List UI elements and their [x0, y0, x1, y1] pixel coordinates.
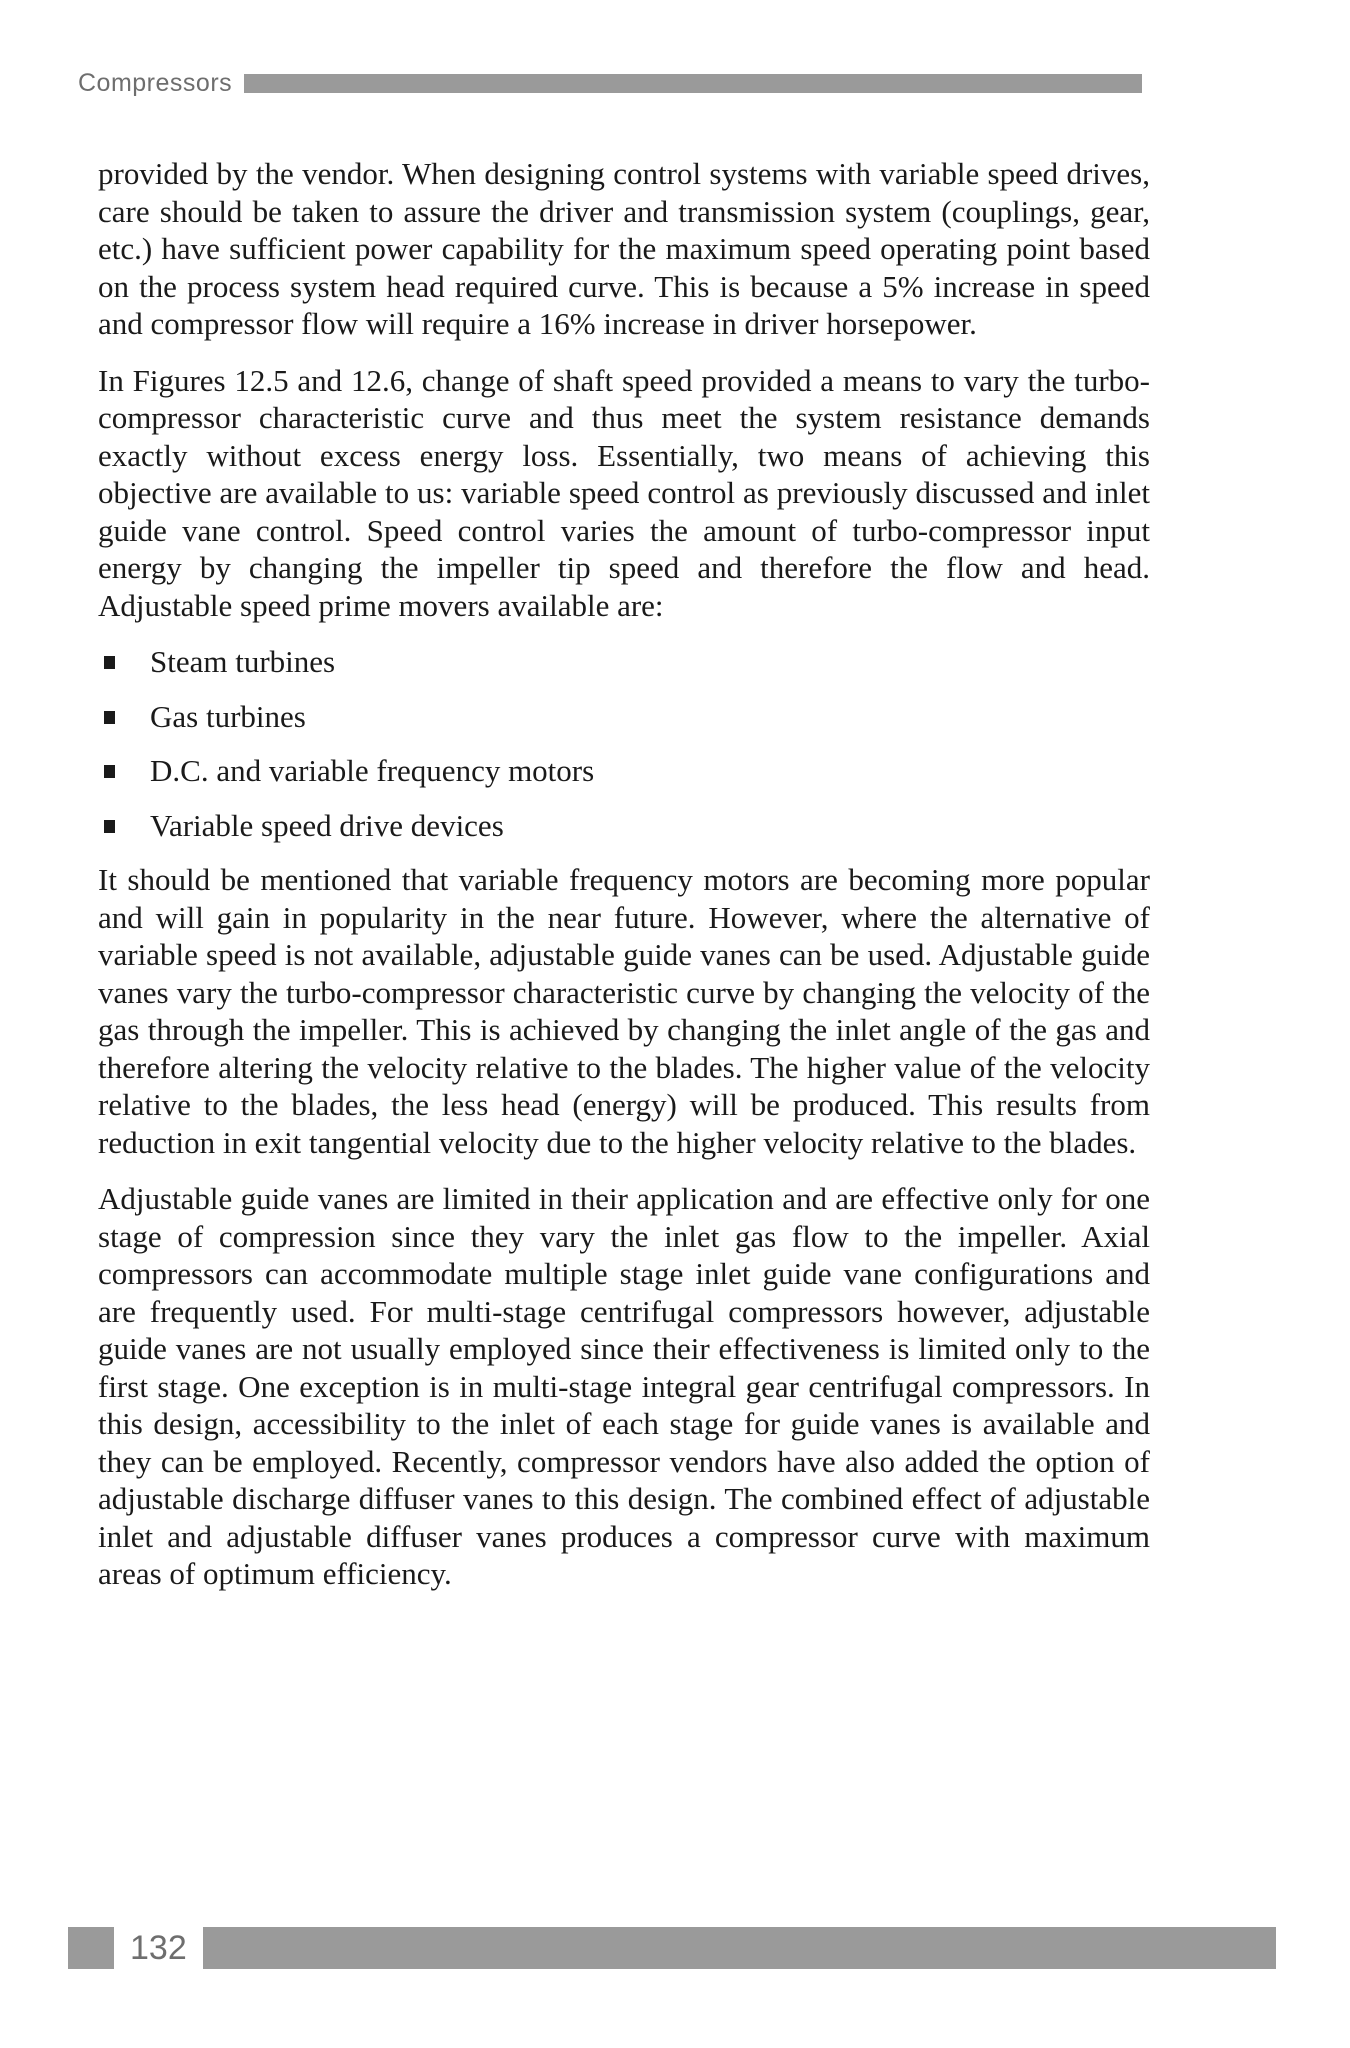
paragraph: It should be mentioned that variable frequency motors are becoming more popular and will gain in popularity in the near future. However, where the alternative of variable speed is not available, adjustable guide vanes can be used. Adjustable guide vanes vary the turbo-compressor characteristic curve by changing the velocity of the gas through the impeller. This is achieved by changing the inlet angle of the gas and therefore altering the velocity relative to the blades. The higher value of the velocity relative to the blades, the less head (energy) will be produced. This results from reduction in exit tangential velocity due to the higher velocity relative to the blades. — [98, 862, 1150, 1160]
page-number: 132 — [130, 1928, 187, 1967]
square-bullet-icon — [104, 765, 115, 778]
header-title: Compressors — [78, 68, 233, 97]
square-bullet-icon — [104, 711, 115, 724]
list-item — [98, 752, 1150, 790]
list-item-text: Variable speed drive devices — [150, 807, 504, 843]
running-footer — [68, 1926, 1276, 1970]
list-item — [98, 698, 1150, 736]
list-item — [98, 643, 1150, 681]
paragraph: provided by the vendor. When designing control systems with variable speed drives, care should be taken to assure the driver and transmission system (couplings, gear, etc.) have sufficient power capability for the maximum speed operating point based on the process system head required curve. This is because a 5% increase in speed and compressor flow will require a 16% increase in driver horsepower. — [98, 156, 1150, 341]
running-header — [78, 68, 1142, 98]
list-item-text: Steam turbines — [150, 644, 336, 679]
prime-movers-list — [98, 643, 1150, 844]
square-bullet-icon — [104, 820, 115, 833]
paragraph: Adjustable guide vanes are limited in their application and are effective only for one stage of compression since they vary the inlet gas flow to the impeller. Axial compressors can accommodate multiple stage inlet guide vane configurations and are frequently used. For multi-stage centrifugal compressors however, adjustable guide vanes are not usually employed since their effectiveness is limited only to the first stage. One exception is in multi-stage integral gear centrifugal compressors. In this design, accessibility to the inlet of each stage for guide vanes is available and they can be employed. Recently, compressor vendors have also added the option of adjustable discharge diffuser vanes to this design. The combined effect of adjustable inlet and adjustable diffuser vanes produces a compressor curve with maximum areas of optimum efficiency. — [98, 1181, 1150, 1591]
list-item-text: Gas turbines — [150, 698, 306, 734]
list-item — [98, 807, 1150, 845]
paragraph: In Figures 12.5 and 12.6, change of shaft speed provided a means to vary the turbo-compressor characteristic curve and thus meet the system resistance demands exactly without excess energy loss. Essentially, two means of achieving this objective are available to us: variable speed control as previously discussed and inlet guide vane control. Speed control varies the amount of turbo-compressor input energy by changing the impeller tip speed and therefore the flow and head. Adjustable speed prime movers available are: — [98, 362, 1150, 623]
page-body — [98, 155, 1150, 1612]
list-item-text: D.C. and variable frequency motors — [150, 753, 595, 788]
footer-rule — [203, 1927, 1276, 1969]
square-bullet-icon — [104, 656, 115, 669]
footer-marker — [68, 1927, 114, 1969]
header-rule — [244, 74, 1142, 93]
